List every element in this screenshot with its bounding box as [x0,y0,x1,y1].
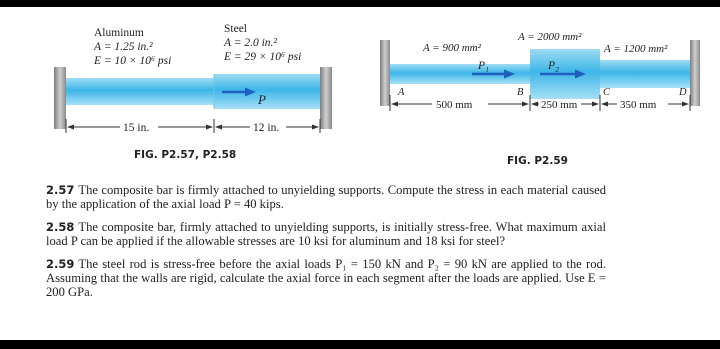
problem-2-57 [46,183,606,211]
dim-arrow [67,125,74,130]
aluminum-name: Aluminum [94,27,144,39]
area-ab-label: A = 900 mm² [423,42,481,54]
figure-caption-right: FIG. P2.59 [507,155,568,167]
dim-arrow [391,102,398,107]
load-p1-label: P₁ [478,60,490,72]
figure-composite-bar [54,23,332,161]
dim-cd-length: 350 mm [620,99,657,111]
dim-arrow [592,102,599,107]
area-cd-label: A = 1200 mm² [604,43,668,55]
problem-2-58 [46,220,606,248]
problem-list [46,183,606,308]
steel-area: A = 2.0 in.² [224,37,277,49]
point-c-label: C [603,87,611,98]
dim-arrow [531,102,538,107]
steel-modulus: E = 29 × 10⁶ psi [224,51,302,63]
dim-arrow [601,102,608,107]
dim-arrow [312,125,319,130]
segment-cd [600,60,690,88]
point-d-label: D [679,87,687,98]
dim-steel-length: 12 in. [253,122,280,134]
steel-name: Steel [224,23,247,35]
aluminum-modulus: E = 10 × 10⁶ psi [94,55,172,67]
load-p2-label: P₂ [548,60,560,72]
problem-2-59 [46,257,606,299]
point-b-label: B [517,87,524,98]
figure-caption-left: FIG. P2.57, P2.58 [134,149,237,161]
dim-bc-length: 250 mm [541,99,578,111]
problem-text: The steel rod is stress-free before the axial loads P₁ = 150 kN and P₂ = 90 kN are applied to the rod. Assuming that the walls are rigid, calculate the axial force in each segment after the loads are applied. Use E = 200 GPa. [46,257,606,299]
dim-arrow [682,102,689,107]
textbook-page [0,7,720,340]
dim-aluminum-length: 15 in. [123,122,150,134]
aluminum-area: A = 1.25 in.² [94,41,153,53]
problem-number: 2.59 [46,257,75,271]
dim-arrow [206,125,213,130]
load-label: P [258,92,266,107]
dim-ab-length: 500 mm [436,99,473,111]
dimension-line [66,119,320,133]
right-wall [690,40,700,106]
aluminum-segment [66,78,214,105]
figure-steel-rod [380,31,700,167]
top-black-bar [0,0,720,7]
point-a-label: A [398,87,405,98]
left-wall [380,40,390,106]
bottom-black-bar [0,340,720,349]
problem-number: 2.58 [46,220,75,234]
dim-arrow [215,125,222,130]
dim-arrow [522,102,529,107]
problem-text: The composite bar, firmly attached to unyielding supports, is initially stress-free. What maximum axial load P can be applied if the allowable stresses are 10 ksi for aluminum and 18 ksi for steel? [46,220,606,248]
right-wall [320,67,332,129]
area-bc-label: A = 2000 mm² [518,31,582,43]
left-wall [54,67,66,129]
problem-number: 2.57 [46,183,75,197]
problem-text: The composite bar is firmly attached to unyielding supports. Compute the stress in each material caused by the application of the axial load P = 40 kips. [46,183,606,211]
